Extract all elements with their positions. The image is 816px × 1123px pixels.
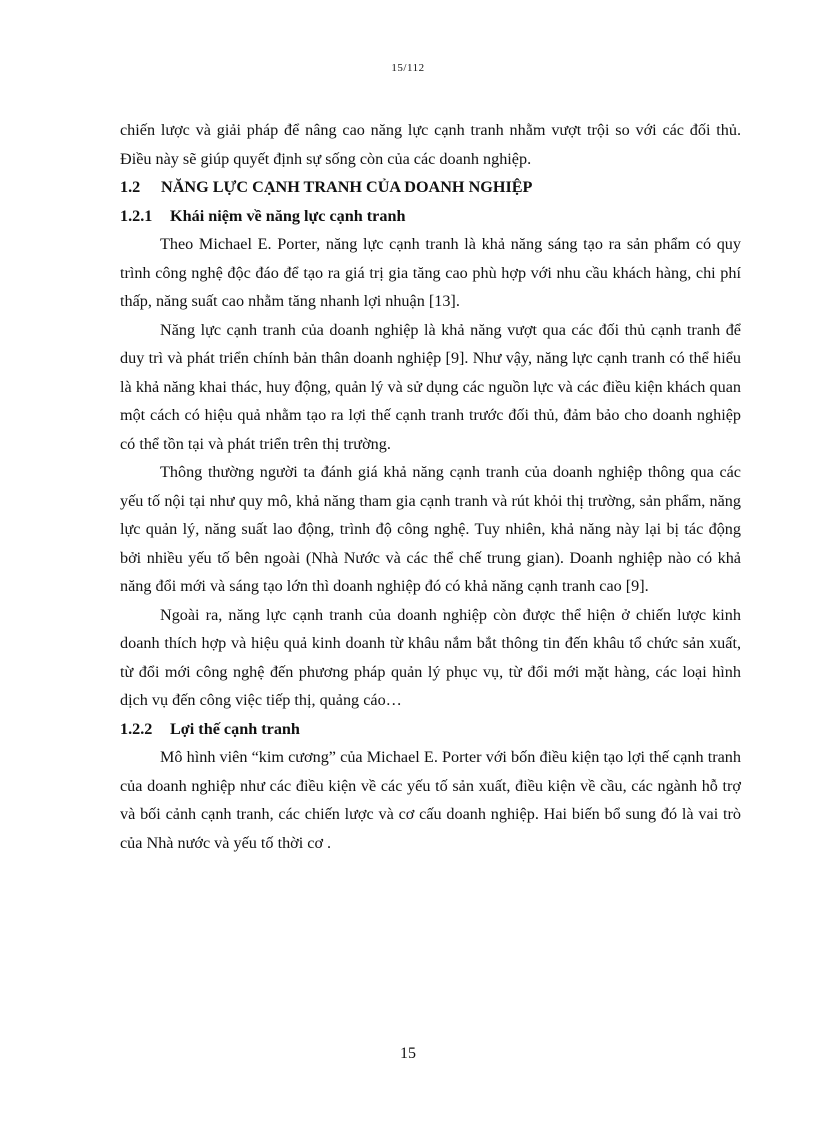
paragraph: Thông thường người ta đánh giá khả năng cạnh tranh của doanh nghiệp thông qua các yếu tố nội tại như quy mô, khả năng tham gia cạnh tranh và rút khỏi thị trường, sản phẩm, năng lực quản lý, năng suất lao động, trình độ công nghệ. Tuy nhiên, khả năng này lại bị tác động bởi nhiều yếu tố bên ngoài (Nhà Nước và các thể chế trung gian). Doanh nghiệp nào có khả năng đổi mới và sáng tạo lớn thì doanh nghiệp đó có khả năng cạnh tranh cao [9]. [120,463,741,595]
section-heading-1-2-1 [120,202,741,231]
page-number: 15 [400,1045,416,1062]
section-title: NĂNG LỰC CẠNH TRANH CỦA DOANH NGHIỆP [161,178,533,196]
section-title: Lợi thế cạnh tranh [170,719,300,738]
section-title: Khái niệm về năng lực cạnh tranh [170,206,406,225]
paragraph: Năng lực cạnh tranh của doanh nghiệp là khả năng vượt qua các đối thủ cạnh tranh để duy trì và phát triển chính bản thân doanh nghiệp [9]. Như vậy, năng lực cạnh tranh có thể hiểu là khả năng khai thác, huy động, quản lý và sử dụng các nguồn lực và các điều kiện khách quan một cách có hiệu quả nhằm tạo ra lợi thế cạnh tranh trước đối thủ, đảm bảo cho doanh nghiệp có thể tồn tại và phát triển trên thị trường. [120,320,741,453]
intro-paragraph: chiến lược và giải pháp để nâng cao năng lực cạnh tranh nhằm vượt trội so với các đối thủ. Điều này sẽ giúp quyết định sự sống còn của các doanh nghiệp. [120,121,741,168]
section-number: 1.2.1 [120,206,153,225]
document-body [120,116,741,857]
paragraph: Theo Michael E. Porter, năng lực cạnh tranh là khả năng sáng tạo ra sản phẩm có quy trình công nghệ độc đáo để tạo ra giá trị gia tăng cao phù hợp với nhu cầu khách hàng, chi phí thấp, năng suất cao nhằm tăng nhanh lợi nhuận [13]. [120,235,741,310]
section-number: 1.2 [120,178,141,196]
paragraph: Ngoài ra, năng lực cạnh tranh của doanh nghiệp còn được thể hiện ở chiến lược kinh doanh thích hợp và hiệu quả kinh doanh từ khâu nắm bắt thông tin đến khâu tổ chức sản xuất, từ đổi mới công nghệ đến phương pháp quản lý phục vụ, từ đổi mới mặt hàng, các loại hình dịch vụ đến công việc tiếp thị, quảng cáo… [120,605,741,709]
section-heading-1-2 [120,173,741,202]
section-number: 1.2.2 [120,719,153,738]
section-heading-1-2-2 [120,715,741,744]
page-header-label: 15/112 [391,62,425,74]
paragraph: Mô hình viên “kim cương” của Michael E. Porter với bốn điều kiện tạo lợi thế cạnh tranh của doanh nghiệp như các điều kiện về các yếu tố sản xuất, điều kiện về cầu, các ngành hỗ trợ và bối cảnh cạnh tranh, các chiến lược và cơ cấu doanh nghiệp. Hai biến bổ sung đó là vai trò của Nhà nước và yếu tố thời cơ . [120,748,741,852]
